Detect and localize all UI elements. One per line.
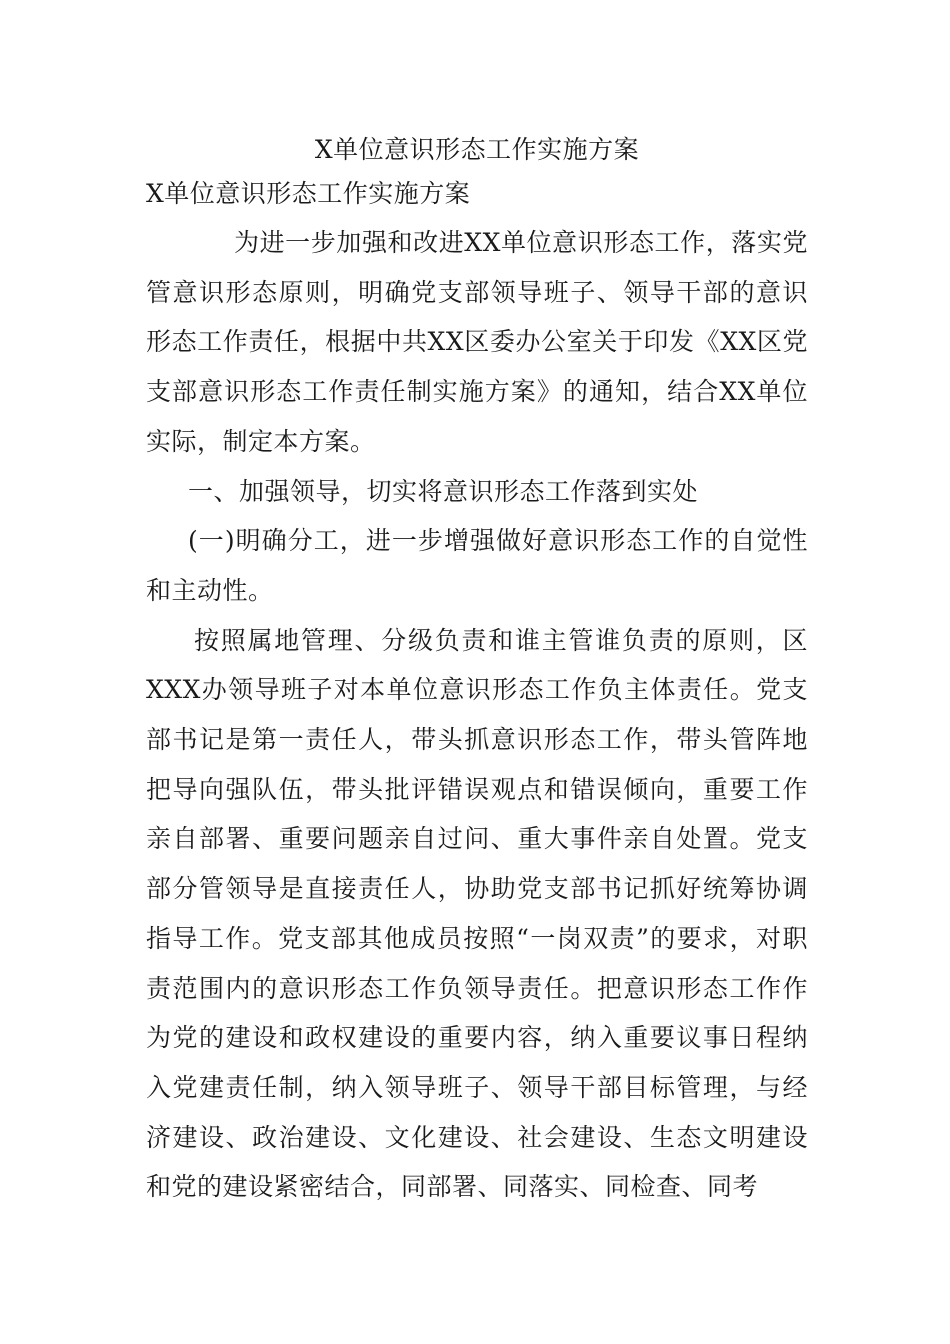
section-heading-1: 一、加强领导，切实将意识形态工作落到实处 <box>188 476 699 506</box>
intro-paragraph: 为进一步加强和改进XX单位意识形态工作，落实党管意识形态原则，明确党支部领导班子、领导干部的意识形态工作责任，根据中共XX区委办公室关于印发《XX区党支部意识形态工作责任制实施方案》的通知，结合XX单位实际，制定本方案。 <box>146 228 808 456</box>
subsection-heading-1: (一)明确分工，进一步增强做好意识形态工作的自觉性和主动性。 <box>146 526 808 605</box>
document-title: X单位意识形态工作实施方案 <box>314 135 640 164</box>
document-page <box>146 128 808 1212</box>
body-paragraph: 按照属地管理、分级负责和谁主管谁负责的原则，区XXX办领导班子对本单位意识形态工作负主体责任。党支部书记是第一责任人，带头抓意识形态工作，带头管阵地把导向强队伍，带头批评错误观点和错误倾向，重要工作亲自部署、重要问题亲自过问、重大事件亲自处置。党支部分管领导是直接责任人，协助党支部书记抓好统筹协调指导工作。党支部其他成员按照“一岗双责”的要求，对职责范围内的意识形态工作负领导责任。把意识形态工作作为党的建设和政权建设的重要内容，纳入重要议事日程纳入党建责任制，纳入领导班子、领导干部目标管理，与经济建设、政治建设、文化建设、社会建设、生态文明建设和党的建设紧密结合，同部署、同落实、同检查、同考 <box>146 625 808 1202</box>
document-subtitle: X单位意识形态工作实施方案 <box>146 179 471 208</box>
